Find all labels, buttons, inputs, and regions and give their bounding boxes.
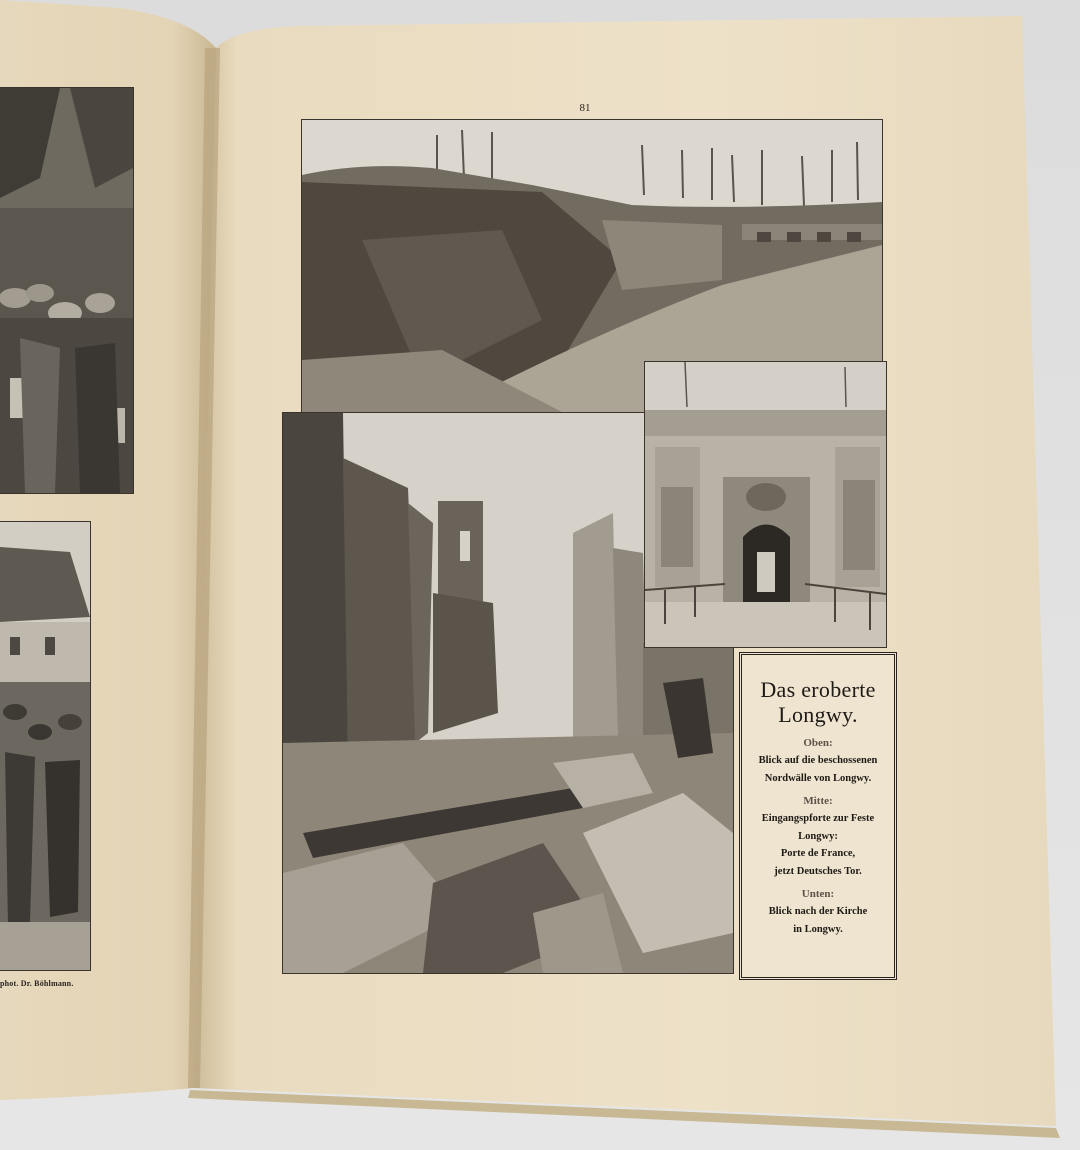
caption-line: Nordwälle von Longwy. <box>764 772 872 784</box>
caption-box <box>739 652 897 980</box>
caption-line: Longwy: <box>798 830 838 842</box>
caption-line: Eingangspforte zur Feste <box>761 813 875 824</box>
caption-line: Porte de France, <box>780 848 856 859</box>
photo-credit: phot. Dr. Böhlmann. <box>0 979 74 988</box>
photo-gate-porte-de-france <box>645 362 886 647</box>
caption-section-top <box>746 735 890 787</box>
caption-label-middle: Mitte: <box>803 795 833 807</box>
left-page-photo-village <box>0 522 90 970</box>
caption-line: jetzt Deutsches Tor. <box>774 865 862 877</box>
caption-section-middle <box>746 793 890 880</box>
caption-title <box>746 677 890 727</box>
caption-title-line-2: Longwy. <box>778 702 858 727</box>
page-number: 81 <box>579 102 591 114</box>
left-page-photo-soldiers <box>0 88 133 493</box>
caption-label-bottom: Unten: <box>801 888 835 900</box>
caption-line: Blick auf die beschossenen <box>758 755 878 766</box>
caption-line: in Longwy. <box>793 923 843 935</box>
caption-section-bottom <box>746 886 890 938</box>
caption-line: Blick nach der Kirche <box>768 906 868 917</box>
caption-title-line-1: Das eroberte <box>760 677 876 702</box>
caption-label-top: Oben: <box>803 737 833 749</box>
